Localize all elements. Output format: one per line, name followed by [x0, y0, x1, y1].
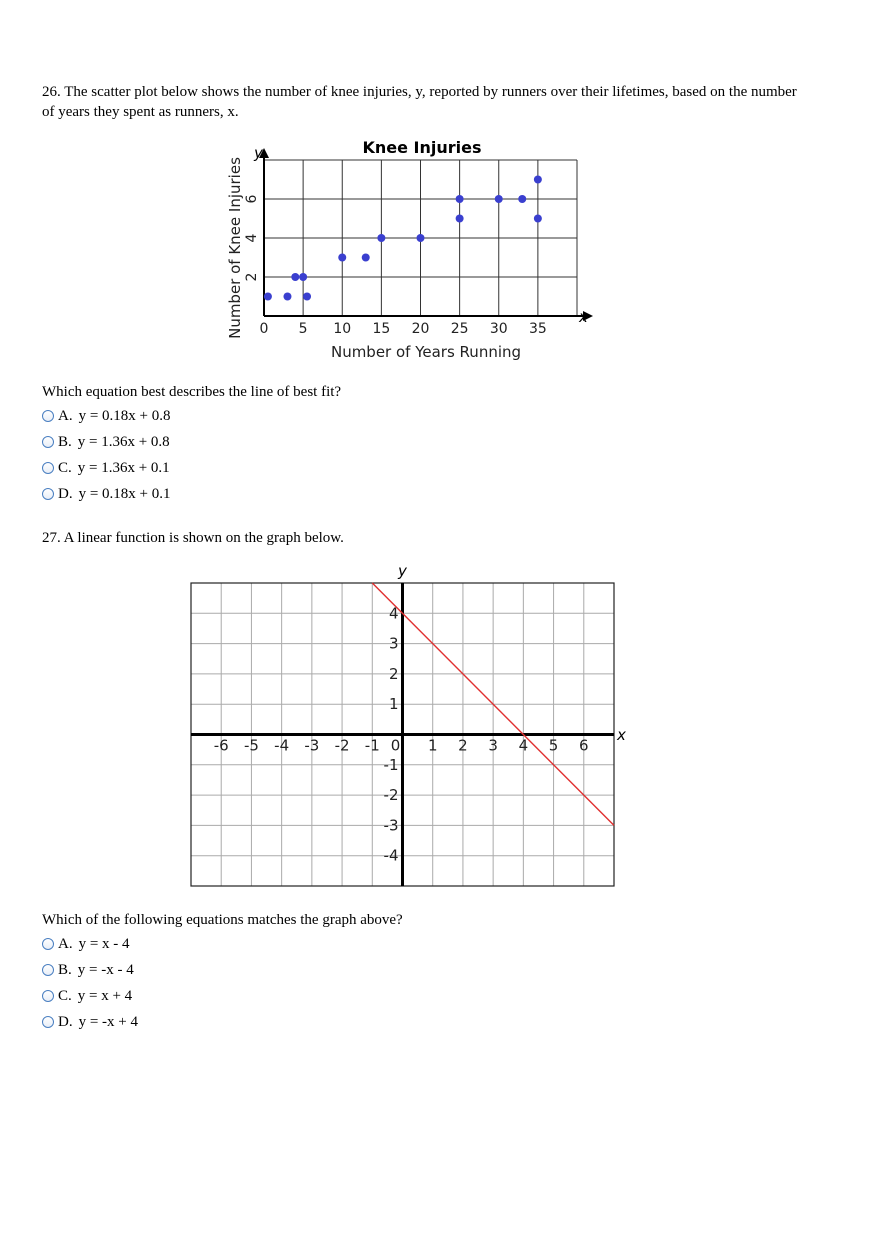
chart1-data-point — [518, 195, 526, 203]
radio-icon[interactable] — [42, 410, 54, 422]
radio-icon[interactable] — [42, 990, 54, 1002]
chart2-x-tick-label: 0 — [390, 736, 401, 755]
knee-injuries-scatter-chart — [220, 132, 600, 362]
chart1-data-point — [534, 176, 542, 184]
chart1-data-point — [283, 293, 291, 301]
radio-icon[interactable] — [42, 436, 54, 448]
chart2-y-tick-label: 4 — [388, 604, 399, 623]
chart2-x-tick-label: 5 — [548, 736, 559, 755]
radio-icon[interactable] — [42, 964, 54, 976]
chart2-y-tick-label: 3 — [388, 634, 399, 653]
option-text: y = 0.18x + 0.1 — [78, 485, 171, 502]
chart1-title: Knee Injuries — [362, 138, 482, 157]
chart1-x-tick-label: 5 — [298, 321, 308, 337]
q26-prompt: Which equation best describes the line of best fit? — [42, 384, 342, 400]
chart1-data-point — [534, 215, 542, 223]
chart2-x-tick-label: 4 — [518, 736, 529, 755]
radio-icon[interactable] — [42, 462, 54, 474]
radio-icon[interactable] — [42, 488, 54, 500]
chart1-x-tick-label: 20 — [411, 321, 430, 337]
chart2-y-tick-label: -1 — [383, 755, 399, 774]
chart2-x-tick-label: -1 — [364, 736, 380, 755]
option-letter: A. — [58, 935, 73, 952]
chart2-x-tick-label: -3 — [304, 736, 320, 755]
option-text: y = -x - 4 — [77, 961, 134, 978]
q26-option-a[interactable] — [42, 403, 171, 429]
option-letter: D. — [58, 1013, 73, 1030]
chart1-y-tick-label: 2 — [244, 272, 260, 282]
q26-options — [42, 403, 171, 507]
q26-text: 26. The scatter plot below shows the number of knee injuries, y, reported by runners over their lifetimes, based on the number of years they spent as runners, x. — [42, 84, 797, 120]
chart2-x-tick-label: -2 — [334, 736, 350, 755]
q27-option-d[interactable] — [42, 1009, 138, 1035]
chart2-x-tick-label: -5 — [243, 736, 259, 755]
option-letter: C. — [58, 459, 72, 476]
chart1-y-axis-label: Number of Knee Injuries — [226, 157, 244, 339]
chart1-data-point — [362, 254, 370, 262]
linear-function-graph — [180, 560, 640, 890]
q27-text: 27. A linear function is shown on the graph below. — [42, 530, 344, 546]
chart1-x-tick-label: 10 — [333, 321, 352, 337]
option-text: y = -x + 4 — [78, 1013, 139, 1030]
chart1-y-tick-label: 4 — [244, 233, 260, 243]
chart1-data-point — [495, 195, 503, 203]
chart2-axes — [191, 583, 614, 886]
chart1-x-tick-label: 0 — [259, 321, 269, 337]
chart1-data-point — [303, 293, 311, 301]
chart2-y-tick-label: -4 — [383, 846, 399, 865]
q27-options — [42, 931, 138, 1035]
option-letter: D. — [58, 485, 73, 502]
radio-icon[interactable] — [42, 1016, 54, 1028]
chart2-y-tick-label: -3 — [383, 816, 399, 835]
option-letter: B. — [58, 433, 72, 450]
chart2-y-axis-letter: y — [398, 562, 407, 580]
chart1-x-tick-label: 25 — [450, 321, 469, 337]
chart1-data-point — [299, 273, 307, 281]
chart1-data-point — [456, 215, 464, 223]
q26-option-d[interactable] — [42, 481, 171, 507]
radio-icon[interactable] — [42, 938, 54, 950]
chart2-x-tick-label: -4 — [274, 736, 290, 755]
chart1-data-point — [264, 293, 272, 301]
q26-option-c[interactable] — [42, 455, 171, 481]
option-text: y = 0.18x + 0.8 — [78, 407, 171, 424]
chart1-data-point — [291, 273, 299, 281]
option-text: y = x - 4 — [78, 935, 130, 952]
q27-option-a[interactable] — [42, 931, 138, 957]
chart2-x-tick-label: 6 — [579, 736, 589, 755]
option-letter: B. — [58, 961, 72, 978]
chart1-y-tick-label: 6 — [244, 194, 260, 204]
q27-prompt: Which of the following equations matches the graph above? — [42, 912, 403, 928]
chart2-y-tick-label: 1 — [388, 695, 399, 714]
chart1-data-point — [377, 234, 385, 242]
option-letter: A. — [58, 407, 73, 424]
chart1-x-axis-letter: x — [579, 308, 588, 326]
chart1-y-axis-letter: y — [254, 144, 263, 162]
chart1-x-tick-label: 30 — [489, 321, 508, 337]
chart2-x-tick-label: 3 — [488, 736, 498, 755]
chart1-x-tick-label: 15 — [372, 321, 391, 337]
chart2-x-tick-label: -6 — [213, 736, 229, 755]
chart1-data-point — [417, 234, 425, 242]
option-text: y = 1.36x + 0.8 — [77, 433, 170, 450]
chart1-x-axis-label: Number of Years Running — [330, 343, 522, 361]
option-letter: C. — [58, 987, 72, 1004]
chart2-x-tick-label: 2 — [458, 736, 468, 755]
q27-option-b[interactable] — [42, 957, 138, 983]
chart2-x-tick-label: 1 — [427, 736, 438, 755]
chart1-data-point — [456, 195, 464, 203]
q27-option-c[interactable] — [42, 983, 138, 1009]
chart2-y-tick-label: -2 — [383, 786, 399, 805]
chart2-y-tick-label: 2 — [388, 664, 399, 683]
option-text: y = x + 4 — [77, 987, 133, 1004]
option-text: y = 1.36x + 0.1 — [77, 459, 170, 476]
chart1-data-point — [338, 254, 346, 262]
q26-option-b[interactable] — [42, 429, 171, 455]
chart1-x-tick-label: 35 — [528, 321, 547, 337]
chart2-x-axis-letter: x — [617, 726, 626, 744]
